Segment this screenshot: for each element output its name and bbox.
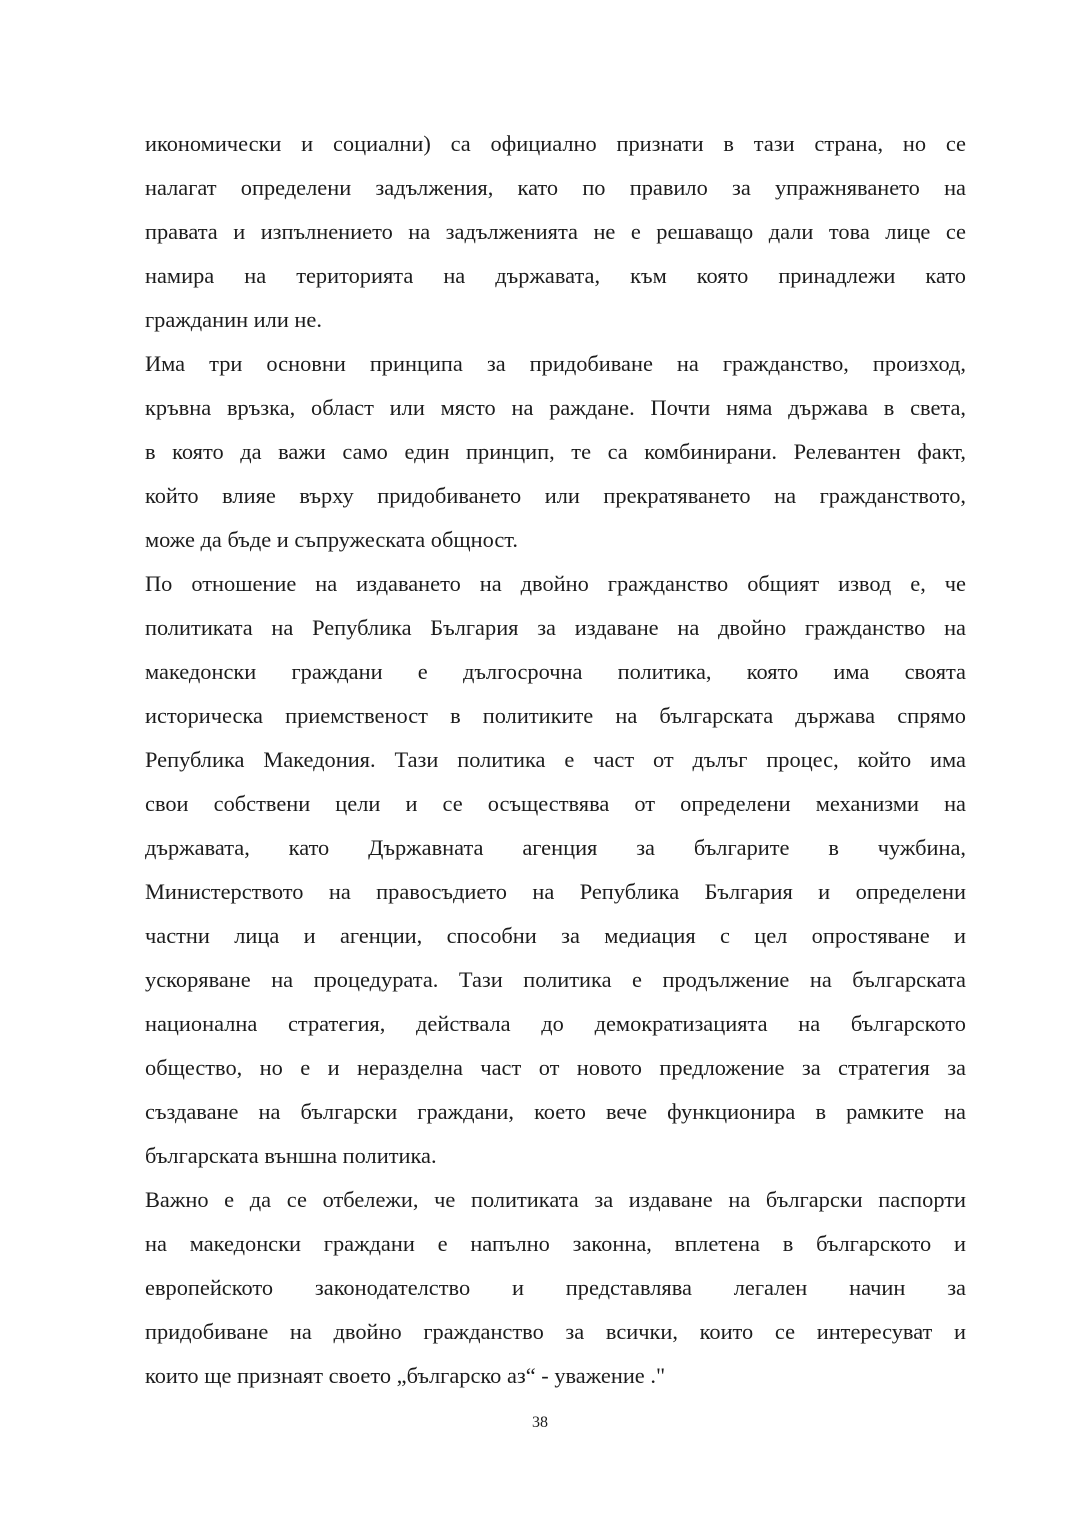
page-number: 38 bbox=[532, 1414, 548, 1431]
text-line: историческа приемственост в политиките на българската държава спрямо bbox=[145, 703, 966, 728]
paragraph-1 bbox=[145, 122, 966, 342]
text-line: на македонски граждани е напълно законна, вплетена в българското и bbox=[145, 1231, 966, 1256]
text-line: свои собствени цели и се осъществява от определени механизми на bbox=[145, 791, 966, 816]
text-line: общество, но е и неразделна част от новото предложение за стратегия за bbox=[145, 1055, 966, 1080]
text-line: създаване на български граждани, което вече функционира в рамките на bbox=[145, 1099, 966, 1124]
text-line: частни лица и агенции, способни за медиация с цел опростяване и bbox=[145, 923, 966, 948]
text-line: Министерството на правосъдието на Република България и определени bbox=[145, 879, 966, 904]
text-line: политиката на Република България за издаване на двойно гражданство на bbox=[145, 615, 966, 640]
text-line: намира на територията на държавата, към която принадлежи като bbox=[145, 263, 966, 288]
text-line: европейското законодателство и представлява легален начин за bbox=[145, 1275, 966, 1300]
text-line: българската външна политика. bbox=[145, 1143, 437, 1168]
text-line: икономически и социални) са официално признати в тази страна, но се bbox=[145, 131, 966, 156]
text-line: които ще признаят своето „българско аз“ - уважение ." bbox=[145, 1363, 666, 1388]
body-text bbox=[145, 122, 966, 1398]
text-line: национална стратегия, действала до демократизацията на българското bbox=[145, 1011, 966, 1036]
text-line: правата и изпълнението на задълженията не е решаващо дали това лице се bbox=[145, 219, 966, 244]
text-line: гражданин или не. bbox=[145, 307, 322, 332]
text-line: придобиване на двойно гражданство за всички, които се интересуват и bbox=[145, 1319, 966, 1344]
text-line: македонски граждани е дългосрочна политика, която има своята bbox=[145, 659, 966, 684]
text-line: Важно е да се отбележи, че политиката за издаване на български паспорти bbox=[145, 1187, 966, 1212]
text-line: кръвна връзка, област или място на раждане. Почти няма държава в света, bbox=[145, 395, 966, 420]
text-line: държавата, като Държавната агенция за българите в чужбина, bbox=[145, 835, 966, 860]
text-line: По отношение на издаването на двойно гражданство общият извод е, че bbox=[145, 571, 966, 596]
text-line: в която да важи само един принцип, те са комбинирани. Релевантен факт, bbox=[145, 439, 966, 464]
text-line: който влияе върху придобиването или прекратяването на гражданството, bbox=[145, 483, 966, 508]
paragraph-2 bbox=[145, 342, 966, 562]
text-line: Има три основни принципа за придобиване на гражданство, произход, bbox=[145, 351, 966, 376]
paragraph-4 bbox=[145, 1178, 966, 1398]
text-line: налагат определени задължения, като по правило за упражняването на bbox=[145, 175, 966, 200]
text-line: Република Македония. Тази политика е част от дълъг процес, който има bbox=[145, 747, 966, 772]
text-line: ускоряване на процедурата. Тази политика е продължение на българската bbox=[145, 967, 966, 992]
text-line: може да бъде и съпружеската общност. bbox=[145, 527, 518, 552]
paragraph-3 bbox=[145, 562, 966, 1178]
